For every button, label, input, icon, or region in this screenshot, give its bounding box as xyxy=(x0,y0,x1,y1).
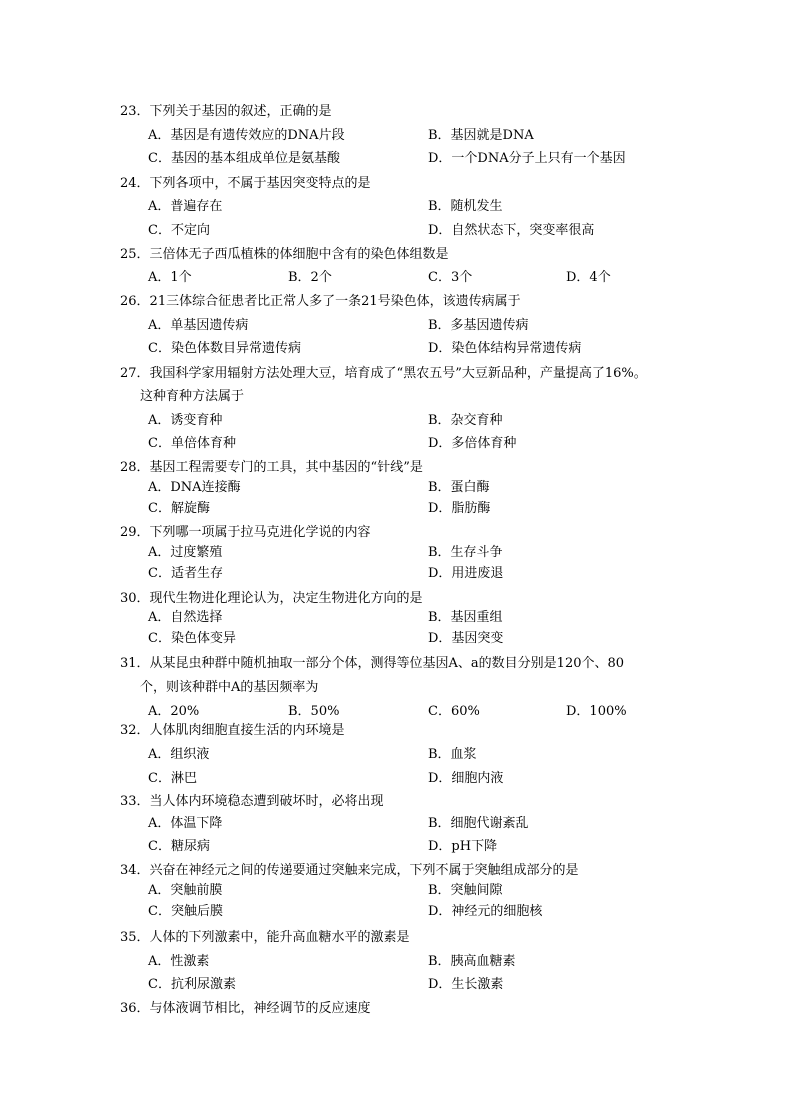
question-25-option-c: C．3个 xyxy=(428,270,473,285)
question-32-option-b: B．血浆 xyxy=(428,747,477,762)
question-35-option-a: A．性激素 xyxy=(148,954,210,969)
question-24-stem: 24．下列各项中，不属于基因突变特点的是 xyxy=(120,176,371,191)
question-28-option-d: D．脂肪酶 xyxy=(428,501,491,516)
question-30-option-c: C．染色体变异 xyxy=(148,631,236,646)
question-26-option-b: B．多基因遗传病 xyxy=(428,318,529,333)
question-34-stem: 34．兴奋在神经元之间的传递要通过突触来完成，下列不属于突触组成部分的是 xyxy=(120,863,579,878)
question-29-stem: 29．下列哪一项属于拉马克进化学说的内容 xyxy=(120,525,371,540)
question-25-option-a: A．1个 xyxy=(148,270,192,285)
question-35-option-d: D．生长激素 xyxy=(428,977,504,992)
question-32-option-d: D．细胞内液 xyxy=(428,771,504,786)
question-28-option-a: A．DNA连接酶 xyxy=(148,480,241,495)
question-26-stem: 26．21三体综合征患者比正常人多了一条21号染色体，该遗传病属于 xyxy=(120,294,521,309)
question-24-option-c: C．不定向 xyxy=(148,223,210,238)
question-26-option-a: A．单基因遗传病 xyxy=(148,318,249,333)
question-27-option-b: B．杂交育种 xyxy=(428,413,503,428)
question-30-option-a: A．自然选择 xyxy=(148,610,223,625)
question-29-option-c: C．适者生存 xyxy=(148,566,223,581)
question-23-option-c: C．基因的基本组成单位是氨基酸 xyxy=(148,151,340,166)
question-32-option-a: A．组织液 xyxy=(148,747,210,762)
question-25-stem: 25．三倍体无子西瓜植株的体细胞中含有的染色体组数是 xyxy=(120,247,449,262)
question-25-option-b: B．2个 xyxy=(288,270,332,285)
question-31-option-d: D．100% xyxy=(566,704,627,719)
question-35-option-c: C．抗利尿激素 xyxy=(148,977,236,992)
question-23-stem: 23．下列关于基因的叙述，正确的是 xyxy=(120,104,332,119)
question-27-option-a: A．诱变育种 xyxy=(148,413,223,428)
question-34-option-a: A．突触前膜 xyxy=(148,883,223,898)
question-31-option-a: A．20% xyxy=(148,704,200,719)
question-32-stem: 32．人体肌肉细胞直接生活的内环境是 xyxy=(120,723,345,738)
question-34-option-d: D．神经元的细胞核 xyxy=(428,904,543,919)
question-31-stem-continued: 个，则该种群中A的基因频率为 xyxy=(140,680,319,695)
question-33-stem: 33．当人体内环境稳态遭到破坏时，必将出现 xyxy=(120,794,384,809)
question-34-option-c: C．突触后膜 xyxy=(148,904,223,919)
question-27-stem-continued: 这种育种方法属于 xyxy=(140,389,245,404)
question-27-option-d: D．多倍体育种 xyxy=(428,436,517,451)
question-28-option-c: C．解旋酶 xyxy=(148,501,210,516)
question-24-option-a: A．普遍存在 xyxy=(148,199,223,214)
question-28-option-b: B．蛋白酶 xyxy=(428,480,490,495)
question-24-option-d: D．自然状态下，突变率很高 xyxy=(428,223,595,238)
question-23-option-d: D．一个DNA分子上只有一个基因 xyxy=(428,151,626,166)
question-34-option-b: B．突触间隙 xyxy=(428,883,503,898)
question-30-option-b: B．基因重组 xyxy=(428,610,503,625)
question-24-option-b: B．随机发生 xyxy=(428,199,503,214)
question-35-option-b: B．胰高血糖素 xyxy=(428,954,516,969)
question-33-option-d: D．pH下降 xyxy=(428,839,498,854)
question-35-stem: 35．人体的下列激素中，能升高血糖水平的激素是 xyxy=(120,930,410,945)
question-23-option-b: B．基因就是DNA xyxy=(428,128,534,143)
question-30-stem: 30．现代生物进化理论认为，决定生物进化方向的是 xyxy=(120,591,423,606)
question-23-option-a: A．基因是有遗传效应的DNA片段 xyxy=(148,128,345,143)
question-33-option-b: B．细胞代谢紊乱 xyxy=(428,816,529,831)
question-27-option-c: C．单倍体育种 xyxy=(148,436,236,451)
question-25-option-d: D．4个 xyxy=(566,270,611,285)
question-31-option-c: C．60% xyxy=(428,704,480,719)
question-28-stem: 28．基因工程需要专门的工具，其中基因的“针线”是 xyxy=(120,460,423,475)
question-31-option-b: B．50% xyxy=(288,704,340,719)
question-36-stem: 36．与体液调节相比，神经调节的反应速度 xyxy=(120,1001,371,1016)
question-26-option-d: D．染色体结构异常遗传病 xyxy=(428,341,582,356)
question-29-option-a: A．过度繁殖 xyxy=(148,545,223,560)
question-31-stem: 31．从某昆虫种群中随机抽取一部分个体，测得等位基因A、a的数目分别是120个、80 xyxy=(120,656,625,671)
question-29-option-d: D．用进废退 xyxy=(428,566,504,581)
question-32-option-c: C．淋巴 xyxy=(148,771,197,786)
question-30-option-d: D．基因突变 xyxy=(428,631,504,646)
question-33-option-a: A．体温下降 xyxy=(148,816,223,831)
question-27-stem: 27．我国科学家用辐射方法处理大豆，培育成了“黑农五号”大豆新品种，产量提高了16%。 xyxy=(120,366,647,381)
question-26-option-c: C．染色体数目异常遗传病 xyxy=(148,341,301,356)
question-29-option-b: B．生存斗争 xyxy=(428,545,503,560)
question-33-option-c: C．糖尿病 xyxy=(148,839,210,854)
